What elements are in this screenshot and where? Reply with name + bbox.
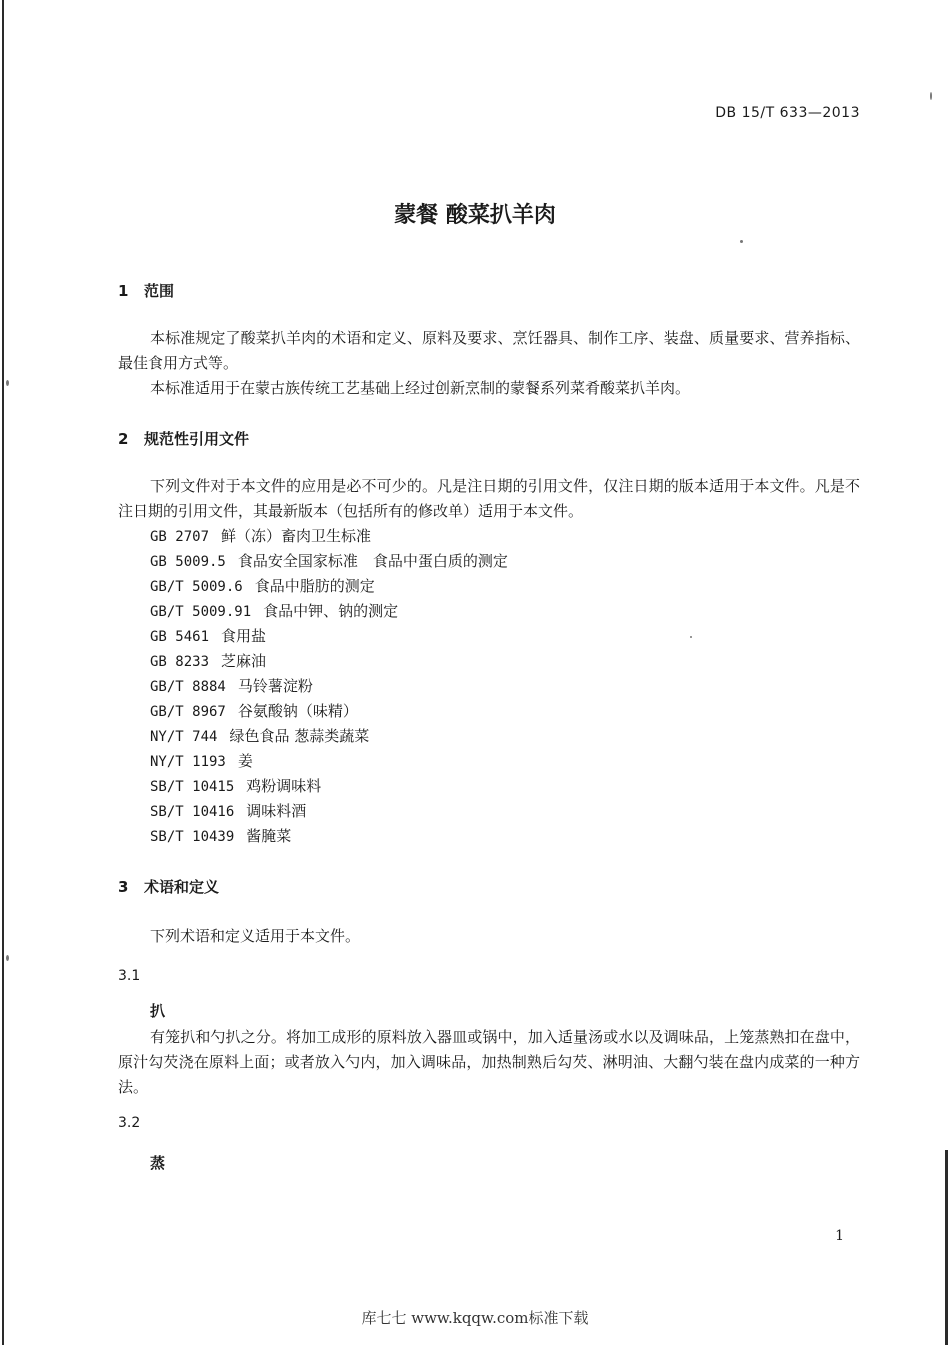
reference-name: 食品中脂肪的测定 bbox=[254, 577, 375, 595]
section-number: 1 bbox=[118, 282, 129, 300]
reference-code: GB/T 5009.91 bbox=[150, 604, 252, 620]
term-name-3-1: 扒 bbox=[150, 1002, 166, 1020]
term-number-3-2: 3.2 bbox=[118, 1115, 141, 1131]
reference-name: 谷氨酸钠（味精） bbox=[237, 702, 358, 720]
reference-item bbox=[150, 824, 508, 849]
reference-name: 绿色食品 葱蒜类蔬菜 bbox=[229, 727, 370, 745]
section-number: 2 bbox=[118, 430, 129, 448]
reference-name: 食品安全国家标准 食品中蛋白质的测定 bbox=[237, 552, 508, 570]
reference-code: SB/T 10439 bbox=[150, 829, 235, 845]
reference-code: GB/T 8884 bbox=[150, 679, 226, 695]
standard-number: DB 15/T 633—2013 bbox=[715, 105, 860, 121]
document-title: 蒙餐 酸菜扒羊肉 bbox=[394, 203, 556, 228]
reference-name: 食品中钾、钠的测定 bbox=[263, 602, 399, 620]
scan-speck bbox=[930, 92, 932, 100]
reference-item bbox=[150, 724, 508, 749]
scan-speck bbox=[6, 380, 9, 386]
reference-code: GB/T 8967 bbox=[150, 704, 226, 720]
reference-code: GB 5009.5 bbox=[150, 554, 226, 570]
term-number-3-1: 3.1 bbox=[118, 968, 141, 984]
reference-item bbox=[150, 799, 508, 824]
reference-item bbox=[150, 674, 508, 699]
section-1-paragraph-2: 本标准适用于在蒙古族传统工艺基础上经过创新烹制的蒙餐系列菜肴酸菜扒羊肉。 bbox=[150, 379, 691, 397]
reference-code: NY/T 1193 bbox=[150, 754, 226, 770]
term-name-3-2: 蒸 bbox=[150, 1154, 166, 1172]
section-3-heading bbox=[118, 876, 219, 897]
page-number: 1 bbox=[835, 1228, 844, 1244]
section-title: 规范性引用文件 bbox=[144, 430, 250, 448]
reference-name: 酱腌菜 bbox=[246, 827, 292, 845]
reference-code: NY/T 744 bbox=[150, 729, 218, 745]
reference-name: 调味料酒 bbox=[246, 802, 307, 820]
scan-speck bbox=[690, 636, 692, 638]
term-definition-3-1: 有笼扒和勺扒之分。将加工成形的原料放入器皿或锅中，加入适量汤或水以及调味品，上笼蒸熟扣在盘中，原汁勾芡浇在原料上面；或者放入勺内，加入调味品，加热制熟后勾芡、淋明油、大翻勺装在盘内成菜的一种方法。 bbox=[118, 1028, 860, 1096]
reference-name: 鸡粉调味料 bbox=[246, 777, 322, 795]
reference-name: 芝麻油 bbox=[221, 652, 267, 670]
section-title: 术语和定义 bbox=[144, 878, 220, 896]
reference-code: GB 8233 bbox=[150, 654, 210, 670]
section-2-paragraph: 下列文件对于本文件的应用是必不可少的。凡是注日期的引用文件，仅注日期的版本适用于本文件。凡是不注日期的引用文件，其最新版本（包括所有的修改单）适用于本文件。 bbox=[118, 477, 860, 520]
section-2-heading bbox=[118, 428, 249, 449]
footer-watermark: 库七七 www.kqqw.com标准下载 bbox=[361, 1309, 589, 1327]
reference-code: GB/T 5009.6 bbox=[150, 579, 243, 595]
reference-name: 食用盐 bbox=[221, 627, 267, 645]
reference-item bbox=[150, 749, 508, 774]
reference-name: 姜 bbox=[237, 752, 253, 770]
reference-name: 马铃薯淀粉 bbox=[237, 677, 313, 695]
section-1-heading bbox=[118, 280, 174, 301]
section-1-paragraph-1: 本标准规定了酸菜扒羊肉的术语和定义、原料及要求、烹饪器具、制作工序、装盘、质量要求、营养指标、最佳食用方式等。 bbox=[118, 329, 860, 372]
scan-speck bbox=[6, 955, 9, 961]
scan-speck bbox=[740, 240, 743, 243]
normative-references-list bbox=[150, 524, 508, 849]
section-number: 3 bbox=[118, 878, 129, 896]
reference-item bbox=[150, 699, 508, 724]
section-title: 范围 bbox=[144, 282, 175, 300]
reference-name: 鲜（冻）畜肉卫生标准 bbox=[221, 527, 372, 545]
section-3-paragraph: 下列术语和定义适用于本文件。 bbox=[150, 927, 361, 945]
reference-code: SB/T 10416 bbox=[150, 804, 235, 820]
reference-item bbox=[150, 774, 508, 799]
reference-code: GB 5461 bbox=[150, 629, 210, 645]
reference-code: GB 2707 bbox=[150, 529, 210, 545]
reference-item bbox=[150, 599, 508, 624]
reference-item bbox=[150, 624, 508, 649]
reference-code: SB/T 10415 bbox=[150, 779, 235, 795]
reference-item bbox=[150, 524, 508, 549]
reference-item bbox=[150, 549, 508, 574]
reference-item bbox=[150, 574, 508, 599]
reference-item bbox=[150, 649, 508, 674]
